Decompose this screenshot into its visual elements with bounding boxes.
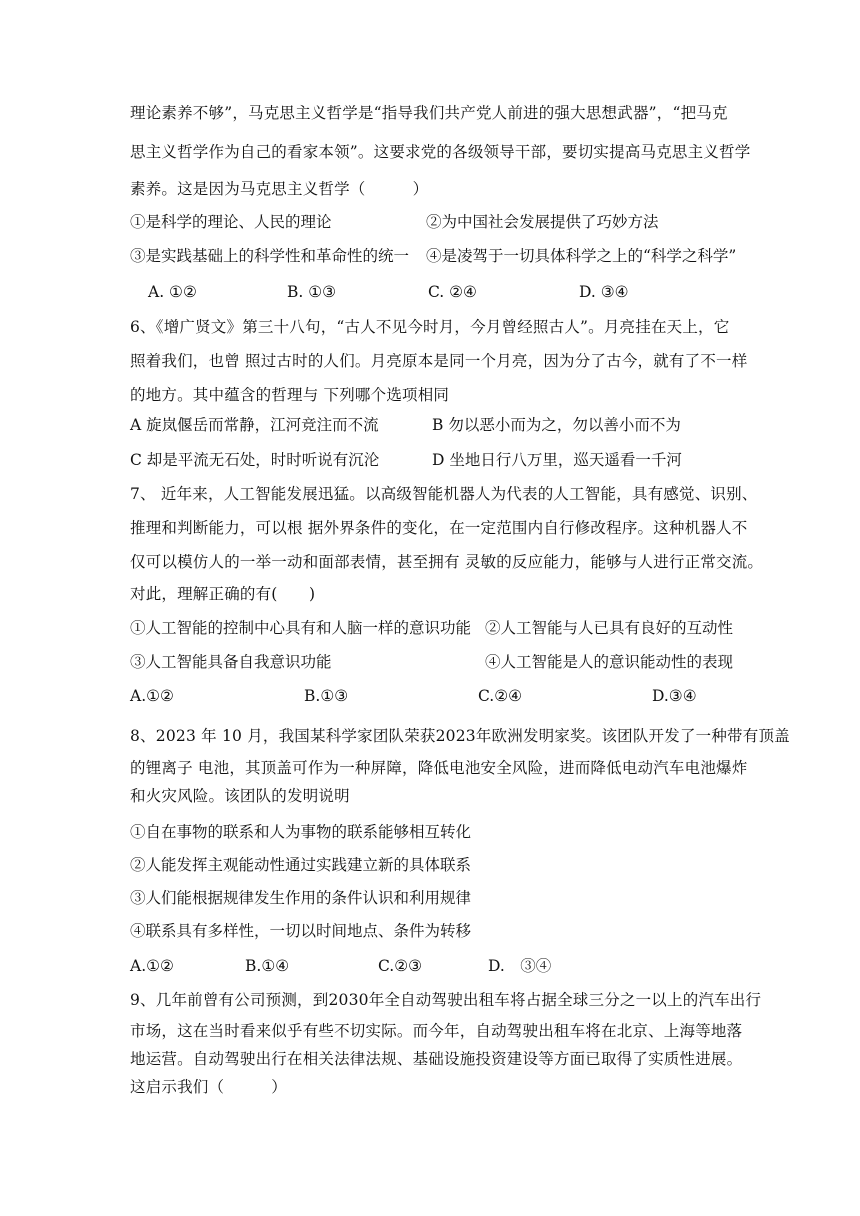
q7-stem-line: 对此，理解正确的有( ) <box>130 585 316 603</box>
q8-statement-1: ①自在事物的联系和人为事物的联系能够相互转化 <box>130 823 472 841</box>
q7-statement-2: ②人工智能与人已具有良好的互动性 <box>485 619 734 637</box>
q6-stem-line: 照着我们，也曾 照过古时的人们。月亮原本是同一个月亮，因为分了古今，就有了不一样 <box>130 352 748 370</box>
q8-stem-line: 8、2023 年 10 月，我国某科学家团队荣获2023年欧洲发明家奖。该团队开发了一种带有顶盖 <box>130 727 790 745</box>
q5-option-b: B. ①③ <box>287 283 337 301</box>
q6-option-b: B 勿以恶小而为之，勿以善小而不为 <box>432 416 681 434</box>
q8-option-b: B.①④ <box>245 957 290 975</box>
q8-stem-line: 和火灾风险。该团队的发明说明 <box>130 787 350 805</box>
q5-option-c: C. ②④ <box>428 283 477 301</box>
q7-statement-4: ④人工智能是人的意识能动性的表现 <box>485 653 734 671</box>
q9-stem-line: 9、几年前曾有公司预测，到2030年全自动驾驶出租车将占据全球三分之一以上的汽车出行 <box>130 991 762 1009</box>
q5-statement-3: ③是实践基础上的科学性和革命性的统一 <box>130 247 410 265</box>
q5-statement-2: ②为中国社会发展提供了巧妙方法 <box>426 213 659 231</box>
q8-option-a: A.①② <box>130 957 174 975</box>
q7-stem-line: 推理和判断能力，可以根 据外界条件的变化，在一定范围内自行修改程序。这种机器人不 <box>130 519 748 537</box>
q7-statement-1: ①人工智能的控制中心具有和人脑一样的意识功能 <box>130 619 472 637</box>
q5-statement-4: ④是凌驾于一切具体科学之上的“科学之科学” <box>426 247 737 265</box>
q7-statement-3: ③人工智能具备自我意识功能 <box>130 653 332 671</box>
q6-stem-line: 6、《增广贤文》第三十八句，“古人不见今时月，今月曾经照古人”。月亮挂在天上，它 <box>130 318 730 336</box>
q7-option-b: B.①③ <box>304 687 349 705</box>
q5-statement-1: ①是科学的理论、人民的理论 <box>130 213 332 231</box>
q7-stem-line: 仅可以模仿人的一举一动和面部表情，甚至拥有 灵敏的反应能力，能够与人进行正常交流。 <box>130 553 764 571</box>
q5-stem-line: 思主义哲学作为自己的看家本领”。这要求党的各级领导干部，要切实提高马克思主义哲学 <box>130 143 751 161</box>
q8-stem-line: 的锂离子 电池，其顶盖可作为一种屏障，降低电池安全风险，进而降低电动汽车电池爆炸 <box>130 759 748 777</box>
q8-option-d: D. ③④ <box>488 957 552 975</box>
q5-option-d: D. ③④ <box>579 283 629 301</box>
q5-stem-line: 素养。这是因为马克思主义哲学（ ） <box>130 180 429 198</box>
q9-stem-line: 市场，这在当时看来似乎有些不切实际。而今年，自动驾驶出租车将在北京、上海等地落 <box>130 1022 743 1040</box>
q6-option-d: D 坐地日行八万里，巡天遥看一千河 <box>432 451 682 469</box>
q9-stem-line: 这启示我们（ ） <box>130 1078 288 1096</box>
q5-option-a: A. ①② <box>148 283 197 301</box>
q9-stem-line: 地运营。自动驾驶出行在相关法律法规、基础设施投资建设等方面已取得了实质性进展。 <box>130 1050 743 1068</box>
q8-option-c: C.②③ <box>378 957 423 975</box>
q7-option-c: C.②④ <box>478 687 523 705</box>
q7-option-d: D.③④ <box>652 687 697 705</box>
q8-statement-4: ④联系具有多样性，一切以时间地点、条件为转移 <box>130 922 472 940</box>
q7-option-a: A.①② <box>130 687 174 705</box>
q6-stem-line: 的地方。其中蕴含的哲理与 下列哪个选项相同 <box>130 386 450 404</box>
q6-option-c: C 却是平流无石处，时时听说有沉沦 <box>130 451 380 469</box>
q7-stem-line: 7、 近年来，人工智能发展迅猛。以高级智能机器人为代表的人工智能，具有感觉、识别、 <box>130 485 758 503</box>
q8-statement-2: ②人能发挥主观能动性通过实践建立新的具体联系 <box>130 856 472 874</box>
q5-stem-line: 理论素养不够”，马克思主义哲学是“指导我们共产党人前进的强大思想武器”，“把马克 <box>130 104 728 122</box>
q6-option-a: A 旋岚偃岳而常静，江河竞注而不流 <box>130 416 379 434</box>
q8-statement-3: ③人们能根据规律发生作用的条件认识和利用规律 <box>130 889 472 907</box>
